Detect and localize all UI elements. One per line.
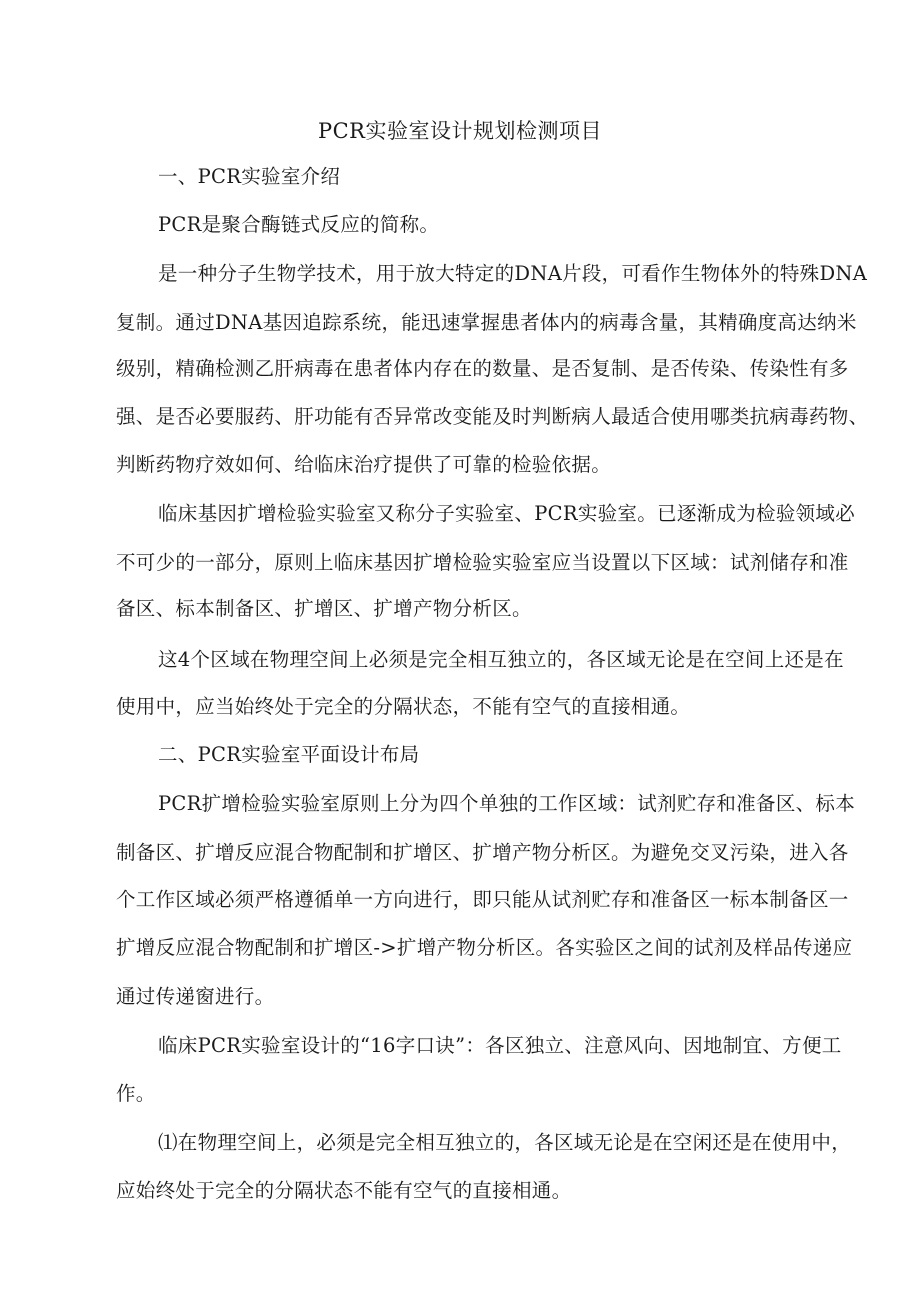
paragraph-line: 判断药物疗效如何、给临床治疗提供了可靠的检验依据。	[116, 453, 612, 476]
paragraph-line: 扩增反应混合物配制和扩增区->扩增产物分析区。各实验区之间的试剂及样品传递应	[116, 936, 853, 959]
paragraph-line: 个工作区域必须严格遵循单一方向进行，即只能从试剂贮存和准备区一标本制备区一	[116, 888, 849, 911]
paragraph-line: 这4个区域在物理空间上必须是完全相互独立的，各区域无论是在空间上还是在	[158, 648, 844, 671]
section-heading-2: 二、PCR实验室平面设计布局	[158, 743, 420, 766]
paragraph-line: PCR扩增检验实验室原则上分为四个单独的工作区域：试剂贮存和准备区、标本	[158, 792, 856, 815]
paragraph-line: 备区、标本制备区、扩增区、扩增产物分析区。	[116, 597, 532, 620]
section-heading-1: 一、PCR实验室介绍	[158, 165, 341, 188]
paragraph-line: 制备区、扩增反应混合物配制和扩增区、扩增产物分析区。为避免交叉污染，进入各	[116, 841, 849, 864]
paragraph-line: 使用中，应当始终处于完全的分隔状态，不能有空气的直接相通。	[116, 695, 691, 718]
paragraph-line: 作。	[116, 1082, 156, 1105]
paragraph-line: PCR是聚合酶链式反应的简称。	[158, 213, 440, 236]
paragraph-line: 应始终处于完全的分隔状态不能有空气的直接相通。	[116, 1179, 572, 1202]
paragraph-line: 复制。通过DNA基因追踪系统，能迅速掌握患者体内的病毒含量，其精确度高达纳米	[116, 311, 857, 334]
document-title: PCR实验室设计规划检测项目	[317, 119, 602, 143]
paragraph-line: 临床PCR实验室设计的“16字口诀”：各区独立、注意风向、因地制宜、方便工	[158, 1034, 842, 1057]
paragraph-line: 是一种分子生物学技术，用于放大特定的DNA片段，可看作生物体外的特殊DNA	[158, 262, 868, 285]
paragraph-line: 级别，精确检测乙肝病毒在患者体内存在的数量、是否复制、是否传染、传染性有多	[116, 357, 849, 380]
paragraph-line: 强、是否必要服药、肝功能有否异常改变能及时判断病人最适合使用哪类抗病毒药物、	[116, 405, 869, 428]
paragraph-line: ⑴在物理空间上，必须是完全相互独立的，各区域无论是在空闲还是在使用中，	[158, 1131, 852, 1154]
paragraph-line: 临床基因扩增检验实验室又称分子实验室、PCR实验室。已逐渐成为检验领域必	[158, 502, 856, 525]
paragraph-line: 不可少的一部分，原则上临床基因扩增检验实验室应当设置以下区域：试剂储存和准	[116, 551, 849, 574]
paragraph-line: 通过传递窗进行。	[116, 985, 275, 1008]
